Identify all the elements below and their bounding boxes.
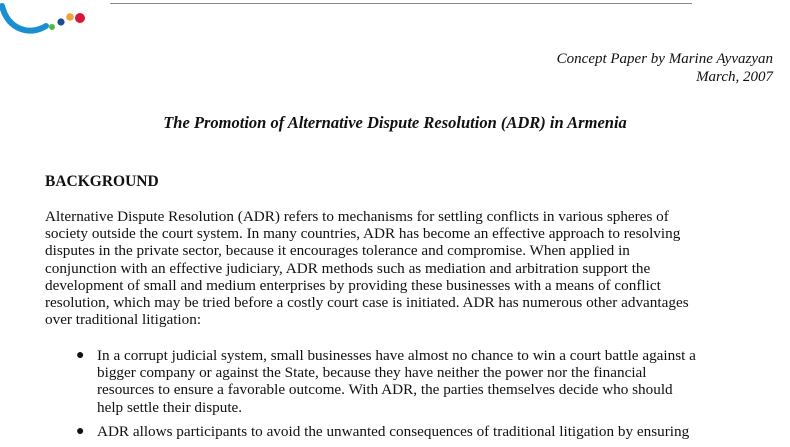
document-title: The Promotion of Alternative Dispute Resolution (ADR) in Armenia [163, 113, 627, 132]
author-line: Concept Paper by Marine Ayvazyan [556, 51, 773, 67]
logo-dot-red [75, 13, 85, 23]
paragraph-line: development of small and medium enterprises by providing these businesses with a means of conflict [45, 276, 661, 294]
section-heading: BACKGROUND [45, 173, 159, 190]
paragraph-line: conjunction with an effective judiciary, ADR methods such as mediation and arbitration support the [45, 259, 651, 277]
paragraph-line: resolution, which may be tried before a costly court case is initiated. ADR has numerous other advantages [45, 294, 689, 312]
bullet-icon: ● [76, 423, 85, 439]
list-item-line: bigger company or against the State, because they have neither the power nor the financial [97, 364, 647, 382]
organization-logo [0, 0, 110, 40]
logo-dot-blue [57, 18, 64, 25]
list-item [45, 423, 785, 440]
list-item-line: resources to ensure a favorable outcome. With ADR, the parties themselves decide who should [97, 381, 673, 399]
date-line: March, 2007 [696, 69, 773, 85]
logo-dot-orange [66, 13, 74, 21]
list-item-line: In a corrupt judicial system, small businesses have almost no chance to win a court battle against a [97, 347, 696, 364]
list-item-line: ADR allows participants to avoid the unwanted consequences of traditional litigation by ensuring [97, 422, 690, 440]
paragraph-line: society outside the court system. In many countries, ADR has become an effective approach to resolving [45, 225, 681, 243]
byline [557, 50, 773, 86]
bullet-icon: ● [76, 348, 85, 363]
paragraph-line: Alternative Dispute Resolution (ADR) refers to mechanisms for settling conflicts in various spheres of [45, 208, 669, 225]
logo-arc [2, 6, 46, 31]
background-paragraph [45, 208, 780, 328]
paragraph-line: over traditional litigation: [45, 311, 202, 329]
logo-dot-green [49, 24, 55, 30]
list-item [45, 347, 785, 416]
header-rule [110, 3, 692, 4]
advantages-list [45, 347, 785, 447]
paragraph-line: disputes in the private sector, because it encourages tolerance and compromise. When applied in [45, 242, 630, 260]
list-item-line: help settle their dispute. [97, 398, 243, 416]
